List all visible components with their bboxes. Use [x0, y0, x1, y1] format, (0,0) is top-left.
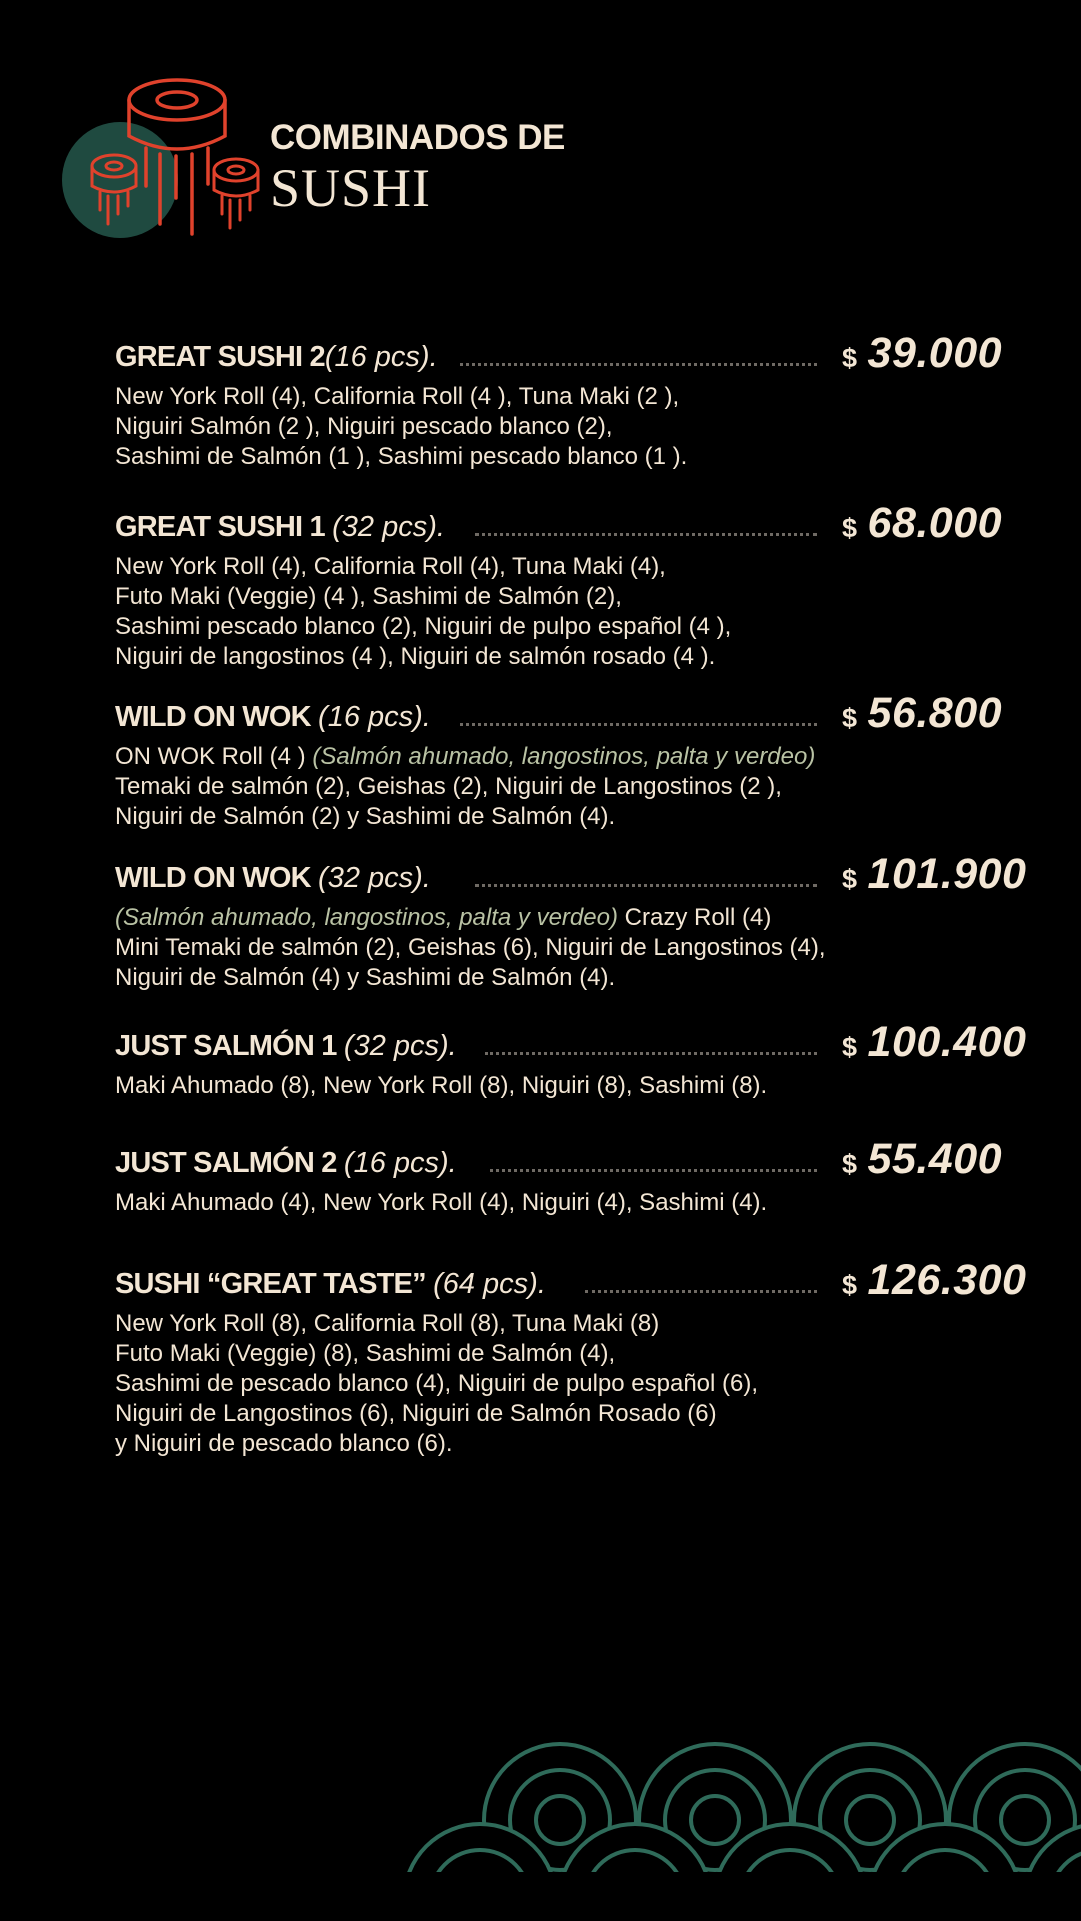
description-line: Niguiri de Salmón (2) y Sashimi de Salmón (4).	[115, 803, 616, 830]
item-pieces: (32 pcs).	[343, 1030, 457, 1062]
description-line: Sashimi de pescado blanco (4), Niguiri de pulpo español (6),	[115, 1370, 759, 1397]
item-name	[115, 1147, 457, 1180]
dot-leader	[475, 533, 817, 536]
item-title: WILD ON WOK	[115, 701, 311, 733]
sushi-rolls-icon	[62, 74, 272, 254]
menu-item	[115, 1256, 1035, 1459]
price-value: 55.400	[867, 1135, 1003, 1183]
item-description	[115, 382, 1035, 472]
description-line: Niguiri Salmón (2 ), Niguiri pescado blanco (2),	[115, 413, 613, 440]
item-pieces: (16 pcs).	[324, 341, 438, 373]
item-price	[842, 850, 1026, 899]
item-price	[842, 1256, 1026, 1305]
description-line: Futo Maki (Veggie) (4 ), Sashimi de Salmón (2),	[115, 583, 622, 610]
item-title: SUSHI “GREAT TASTE”	[115, 1268, 426, 1300]
description-line	[115, 742, 1035, 772]
item-title: JUST SALMÓN 1	[115, 1030, 337, 1062]
item-pieces: (16 pcs).	[318, 701, 431, 733]
item-pieces: (64 pcs).	[433, 1268, 546, 1300]
dot-leader	[460, 363, 817, 366]
price-value: 101.900	[867, 850, 1027, 898]
item-description	[115, 552, 1035, 672]
menu-item	[115, 850, 1035, 993]
dot-leader	[490, 1169, 817, 1172]
price-value: 56.800	[867, 689, 1003, 737]
item-description	[115, 1309, 1035, 1459]
title-bottom: SUSHI	[270, 158, 432, 218]
item-price	[842, 329, 1002, 378]
ingredients-note: (Salmón ahumado, langostinos, palta y verdeo)	[115, 904, 618, 931]
price-value: 126.300	[867, 1256, 1027, 1304]
description-line	[115, 903, 1035, 933]
description-line: New York Roll (4), California Roll (4 ), Tuna Maki (2 ),	[115, 383, 680, 410]
currency-symbol: $	[842, 1032, 858, 1062]
description-line: y Niguiri de pescado blanco (6).	[115, 1430, 453, 1457]
ingredients-note: (Salmón ahumado, langostinos, palta y verdeo)	[312, 743, 816, 770]
item-title: GREAT SUSHI 2	[115, 341, 325, 373]
menu-item	[115, 329, 1035, 472]
description-text: ON WOK Roll (4 )	[115, 743, 306, 770]
description-line: Temaki de salmón (2), Geishas (2), Niguiri de Langostinos (2 ),	[115, 773, 782, 800]
item-name	[115, 862, 431, 895]
item-pieces: (32 pcs).	[332, 511, 445, 543]
price-value: 68.000	[867, 499, 1003, 547]
item-price	[842, 1135, 1002, 1184]
item-description	[115, 742, 1035, 832]
item-price	[842, 689, 1002, 738]
menu-item	[115, 689, 1035, 832]
description-line: Niguiri de Salmón (4) y Sashimi de Salmón (4).	[115, 964, 616, 991]
seigaiha-waves-icon	[395, 1700, 1081, 1921]
description-line: Niguiri de langostinos (4 ), Niguiri de salmón rosado (4 ).	[115, 643, 716, 670]
menu-item	[115, 1135, 1035, 1218]
item-title: WILD ON WOK	[115, 862, 311, 894]
description-line: Mini Temaki de salmón (2), Geishas (6), Niguiri de Langostinos (4),	[115, 934, 826, 961]
item-name	[115, 701, 431, 734]
description-line: Maki Ahumado (4), New York Roll (4), Niguiri (4), Sashimi (4).	[115, 1189, 768, 1216]
description-line: Niguiri de Langostinos (6), Niguiri de Salmón Rosado (6)	[115, 1400, 717, 1427]
item-pieces: (16 pcs).	[343, 1147, 457, 1179]
description-line: New York Roll (8), California Roll (8), Tuna Maki (8)	[115, 1310, 660, 1337]
price-value: 39.000	[867, 329, 1003, 377]
item-pieces: (32 pcs).	[318, 862, 431, 894]
currency-symbol: $	[842, 513, 858, 543]
dot-leader	[585, 1290, 817, 1293]
menu-item	[115, 1018, 1035, 1101]
dot-leader	[485, 1052, 817, 1055]
item-price	[842, 499, 1002, 548]
dot-leader	[460, 723, 817, 726]
currency-symbol: $	[842, 864, 858, 894]
item-price	[842, 1018, 1026, 1067]
currency-symbol: $	[842, 1149, 858, 1179]
item-description	[115, 1188, 1035, 1218]
menu-item	[115, 499, 1035, 672]
description-line: Sashimi pescado blanco (2), Niguiri de pulpo español (4 ),	[115, 613, 732, 640]
description-line: Maki Ahumado (8), New York Roll (8), Niguiri (8), Sashimi (8).	[115, 1072, 768, 1099]
dot-leader	[475, 884, 817, 887]
item-name	[115, 1268, 546, 1301]
item-title: JUST SALMÓN 2	[115, 1147, 337, 1179]
description-line: Futo Maki (Veggie) (8), Sashimi de Salmón (4),	[115, 1340, 616, 1367]
currency-symbol: $	[842, 703, 858, 733]
menu-title	[270, 118, 565, 216]
item-name	[115, 511, 445, 544]
item-description	[115, 1071, 1035, 1101]
description-line: New York Roll (4), California Roll (4), Tuna Maki (4),	[115, 553, 666, 580]
description-text: Crazy Roll (4)	[624, 904, 772, 931]
currency-symbol: $	[842, 343, 858, 373]
currency-symbol: $	[842, 1270, 858, 1300]
item-description	[115, 903, 1035, 993]
description-line: Sashimi de Salmón (1 ), Sashimi pescado blanco (1 ).	[115, 443, 688, 470]
title-top: COMBINADOS DE	[270, 118, 565, 157]
item-title: GREAT SUSHI 1	[115, 511, 325, 543]
price-value: 100.400	[867, 1018, 1027, 1066]
item-name	[115, 1030, 457, 1063]
item-name	[115, 341, 438, 374]
